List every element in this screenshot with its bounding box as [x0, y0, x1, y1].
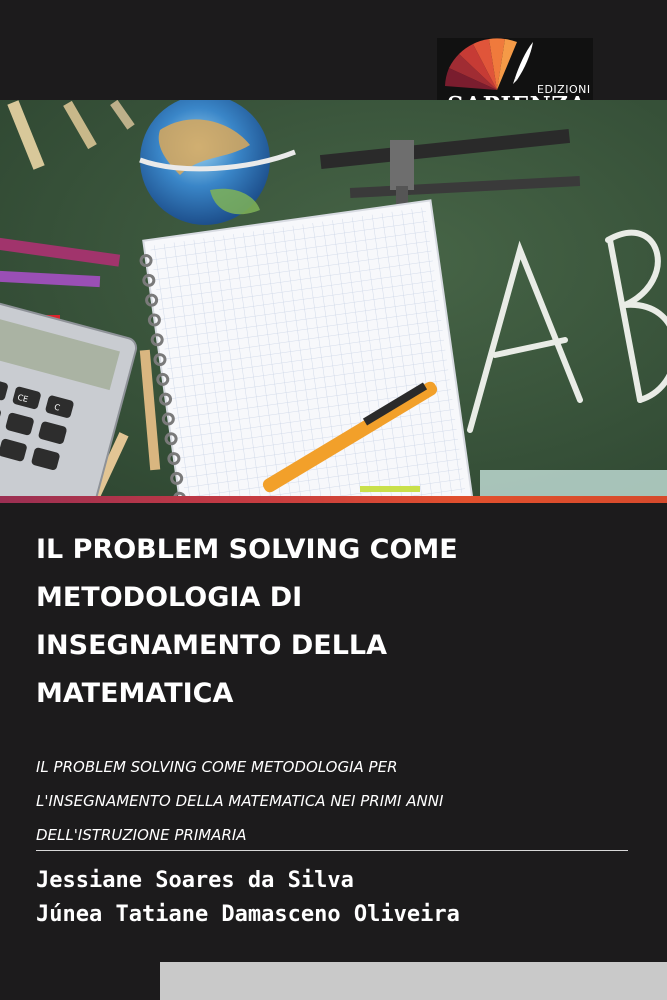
color-stripe — [0, 496, 667, 503]
book-title — [36, 526, 636, 718]
subtitle-line: L'INSEGNAMENTO DELLA MATEMATICA NEI PRIMI ANNI — [36, 792, 444, 810]
title-line: MATEMATICA — [36, 678, 234, 709]
author-name: Jessiane Soares da Silva — [36, 868, 354, 893]
notebook-icon — [138, 200, 472, 498]
title-line: IL PROBLEM SOLVING COME — [36, 534, 458, 565]
subtitle-line: DELL'ISTRUZIONE PRIMARIA — [36, 826, 247, 844]
calc-key-c: C — [53, 402, 61, 413]
calc-key-ce: CE — [16, 392, 30, 405]
publisher-edizioni-label: EDIZIONI — [537, 83, 591, 96]
author-name: Júnea Tatiane Damasceno Oliveira — [36, 902, 460, 927]
authors — [36, 864, 656, 932]
subtitle-line: IL PROBLEM SOLVING COME METODOLOGIA PER — [36, 758, 398, 776]
title-line: INSEGNAMENTO DELLA — [36, 630, 388, 661]
book-subtitle — [36, 750, 636, 852]
barcode-area — [160, 962, 667, 1000]
title-line: METODOLOGIA DI — [36, 582, 303, 613]
highlighter-icon — [360, 486, 420, 492]
cover-photo — [0, 100, 667, 498]
divider — [36, 850, 628, 851]
ruler-icon — [480, 470, 667, 498]
